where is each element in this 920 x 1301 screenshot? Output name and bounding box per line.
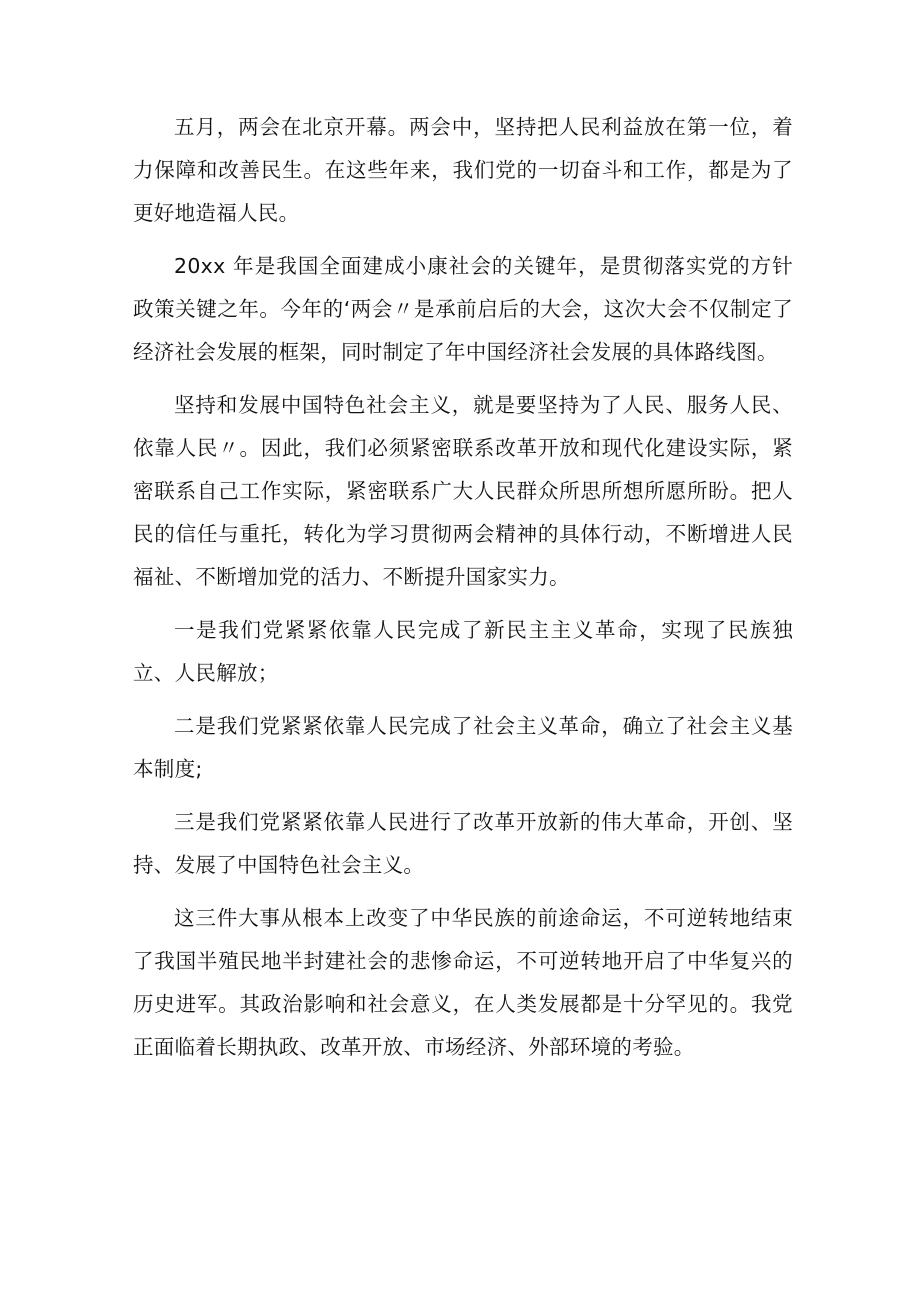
document-body [133, 106, 793, 1079]
paragraph-4: 一是我们党紧紧依靠人民完成了新民主主义革命，实现了民族独立、人民解放； [133, 618, 793, 685]
paragraph-6: 三是我们党紧紧依靠人民进行了改革开放新的伟大革命，开创、坚持、发展了中国特色社会主义。 [133, 810, 793, 877]
paragraph-7: 这三件大事从根本上改变了中华民族的前途命运，不可逆转地结束了我国半殖民地半封建社会的悲惨命运，不可逆转地开启了中华复兴的历史进军。其政治影响和社会意义，在人类发展都是十分罕见的。我党正面临着长期执政、改革开放、市场经济、外部环境的考验。 [133, 906, 793, 1059]
paragraph-1: 五月，两会在北京开幕。两会中，坚持把人民利益放在第一位，着力保障和改善民生。在这些年来，我们党的一切奋斗和工作，都是为了更好地造福人民。 [133, 115, 793, 225]
paragraph-5: 二是我们党紧紧依靠人民完成了社会主义革命，确立了社会主义基本制度; [133, 714, 793, 781]
paragraph-2: 20xx 年是我国全面建成小康社会的关键年，是贯彻落实党的方针政策关键之年。今年的‘两会〃是承前启后的大会，这次大会不仅制定了经济社会发展的框架，同时制定了年中国经济社会发展的具体路线图。 [133, 254, 793, 364]
paragraph-3: 坚持和发展中国特色社会主义，就是要坚持为了人民、服务人民、依靠人民〃。因此，我们必须紧密联系改革开放和现代化建设实际，紧密联系自己工作实际，紧密联系广大人民群众所思所想所愿所盼。把人民的信任与重托，转化为学习贯彻两会精神的具体行动，不断增进人民福祉、不断增加党的活力、不断提升国家实力。 [133, 393, 793, 589]
